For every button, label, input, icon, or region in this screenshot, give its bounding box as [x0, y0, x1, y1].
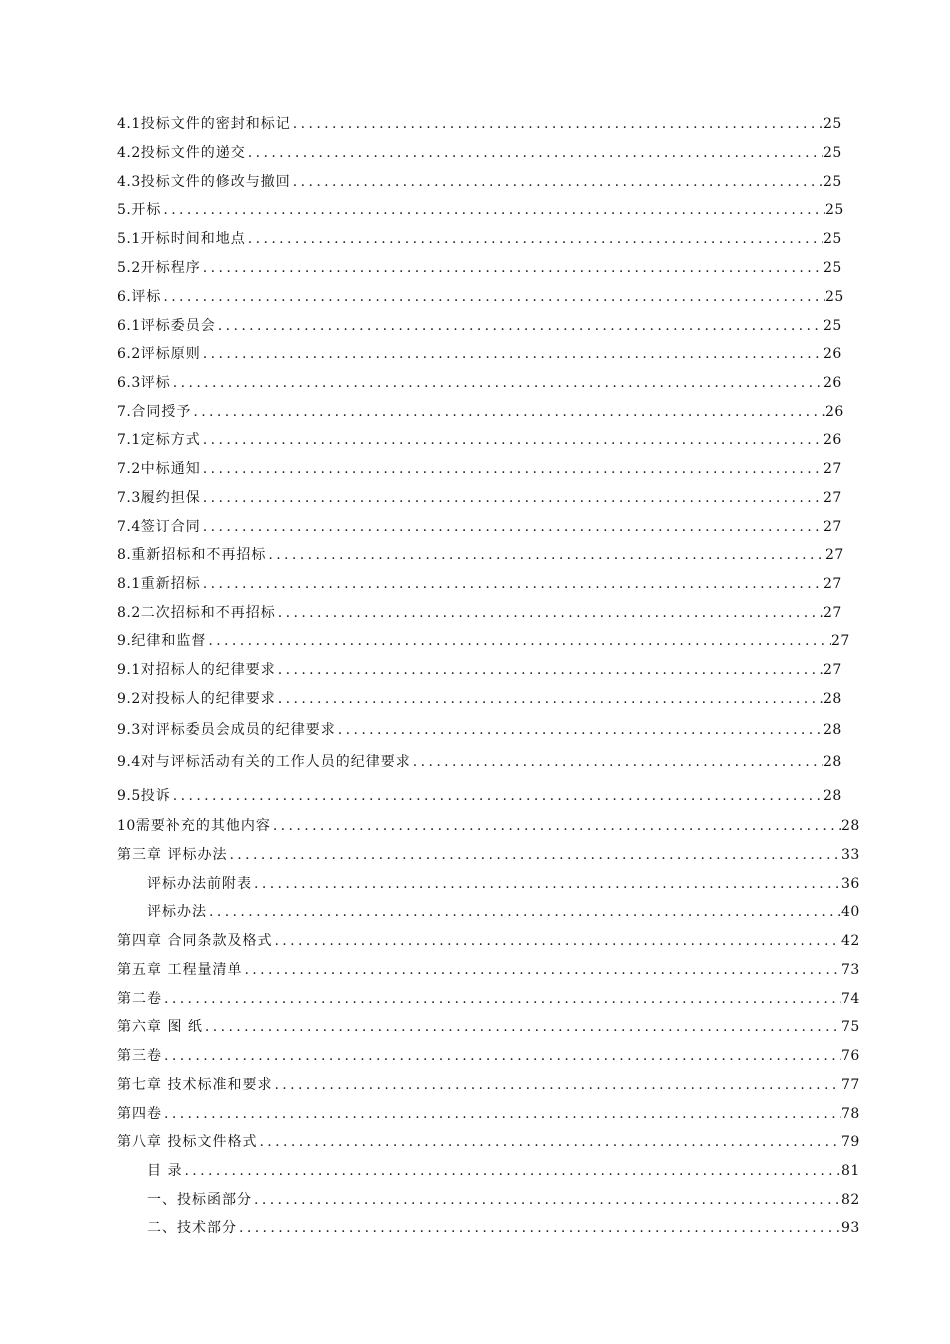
dot-leader	[171, 373, 823, 393]
toc-entry[interactable]	[117, 517, 841, 537]
toc-entry[interactable]	[117, 287, 843, 307]
toc-entry-number: 9.	[117, 633, 132, 649]
dot-leader	[291, 114, 823, 134]
toc-entry-page: 25	[823, 116, 842, 132]
toc-entry-title: 纪律和监督	[131, 633, 207, 649]
toc-entry-title: 目 录	[147, 1163, 183, 1179]
toc-entry-page: 27	[823, 490, 842, 506]
toc-entry-page: 28	[841, 818, 860, 834]
toc-entry-page: 27	[831, 633, 850, 649]
toc-entry[interactable]	[147, 874, 859, 894]
toc-entry-page: 27	[823, 576, 842, 592]
toc-entry-title: 第四卷	[117, 1106, 162, 1122]
dot-leader	[206, 631, 831, 651]
toc-entry[interactable]	[117, 603, 841, 623]
toc-entry-title: 评标办法前附表	[147, 876, 252, 892]
toc-entry-number: 7.4	[117, 519, 141, 535]
toc-entry-title: 开标	[131, 202, 162, 218]
toc-entry[interactable]	[117, 1132, 859, 1152]
toc-entry-title: 中标通知	[140, 461, 201, 477]
toc-entry[interactable]	[117, 459, 841, 479]
dot-leader	[201, 430, 823, 450]
toc-entry-number: 4.1	[117, 116, 141, 132]
toc-entry-number: 5.1	[117, 231, 141, 247]
toc-entry-title: 第二卷	[117, 991, 162, 1007]
toc-entry-title: 第三章 评标办法	[117, 847, 228, 863]
toc-entry-title: 对与评标活动有关的工作人员的纪律要求	[140, 754, 411, 770]
toc-entry[interactable]	[117, 720, 841, 740]
toc-entry[interactable]	[117, 1075, 859, 1095]
toc-entry-number: 8.2	[117, 605, 141, 621]
dot-leader	[191, 402, 825, 422]
toc-entry-title: 履约担保	[140, 490, 201, 506]
toc-entry-title: 评标	[140, 375, 171, 391]
toc-entry-title: 投诉	[140, 788, 171, 804]
toc-entry-page: 25	[823, 174, 842, 190]
dot-leader	[271, 816, 841, 836]
toc-entry-title: 评标	[131, 289, 162, 305]
dot-leader	[291, 172, 823, 192]
toc-entry-title: 对投标人的纪律要求	[140, 691, 276, 707]
toc-entry-title: 定标方式	[140, 432, 201, 448]
toc-entry[interactable]	[117, 845, 859, 865]
dot-leader	[203, 1017, 841, 1037]
toc-entry-page: 27	[823, 605, 842, 621]
toc-entry-page: 27	[823, 461, 842, 477]
toc-entry-number: 6.2	[117, 346, 141, 362]
toc-entry-number: 9.4	[117, 754, 141, 770]
dot-leader	[162, 989, 841, 1009]
toc-entry-number: 7.1	[117, 432, 141, 448]
toc-entry-title: 评标办法	[147, 904, 207, 920]
toc-entry[interactable]	[117, 989, 859, 1009]
toc-entry[interactable]	[117, 689, 841, 709]
toc-entry-page: 26	[823, 375, 842, 391]
toc-entry-page: 79	[841, 1134, 860, 1150]
toc-entry[interactable]	[117, 1046, 859, 1066]
dot-leader	[161, 200, 825, 220]
dot-leader	[246, 229, 823, 249]
toc-entry[interactable]	[147, 1161, 859, 1181]
toc-entry-number: 8.1	[117, 576, 141, 592]
toc-entry-number: 6.3	[117, 375, 141, 391]
toc-entry-page: 28	[823, 722, 842, 738]
toc-entry-title: 二次招标和不再招标	[140, 605, 276, 621]
toc-entry-title: 第六章 图 纸	[117, 1019, 203, 1035]
toc-entry-number: 9.5	[117, 788, 141, 804]
dot-leader	[207, 902, 841, 922]
dot-leader	[411, 752, 823, 772]
toc-entry-title: 第八章 投标文件格式	[117, 1134, 258, 1150]
toc-entry-number: 7.	[117, 404, 132, 420]
toc-entry-title: 重新招标	[140, 576, 201, 592]
toc-entry[interactable]	[117, 786, 841, 806]
dot-leader	[216, 316, 823, 336]
toc-entry-page: 74	[841, 991, 860, 1007]
toc-entry-number: 9.3	[117, 722, 141, 738]
toc-entry-title: 投标文件的递交	[140, 145, 246, 161]
toc-entry-number: 6.	[117, 289, 132, 305]
toc-entry[interactable]	[147, 902, 859, 922]
toc-entry-number: 5.2	[117, 260, 141, 276]
dot-leader	[237, 1218, 841, 1238]
toc-entry-title: 投标文件的修改与撤回	[140, 174, 291, 190]
toc-entry-title: 二、技术部分	[147, 1220, 237, 1236]
toc-entry-page: 27	[823, 662, 842, 678]
toc-entry-page: 25	[825, 202, 844, 218]
toc-entry-page: 28	[823, 691, 842, 707]
toc-entry[interactable]	[117, 402, 843, 422]
toc-entry-page: 81	[841, 1163, 860, 1179]
dot-leader	[252, 1190, 841, 1210]
dot-leader	[242, 960, 841, 980]
toc-entry-page: 27	[823, 519, 842, 535]
toc-entry-page: 93	[841, 1220, 860, 1236]
toc-entry-title: 签订合同	[140, 519, 201, 535]
dot-leader	[201, 488, 823, 508]
toc-entry-page: 26	[823, 346, 842, 362]
toc-entry[interactable]	[117, 172, 841, 192]
toc-entry-title: 评标原则	[140, 346, 201, 362]
toc-entry-page: 75	[841, 1019, 860, 1035]
toc-entry-title: 对招标人的纪律要求	[140, 662, 276, 678]
toc-entry-title: 第七章 技术标准和要求	[117, 1077, 273, 1093]
toc-entry-page: 42	[841, 933, 860, 949]
toc-entry-page: 36	[841, 876, 860, 892]
toc-entry-title: 一、投标函部分	[147, 1192, 252, 1208]
dot-leader	[201, 344, 823, 364]
toc-entry-page: 82	[841, 1192, 860, 1208]
dot-leader	[336, 720, 823, 740]
dot-leader	[272, 931, 841, 951]
dot-leader	[276, 603, 823, 623]
toc-entry-page: 78	[841, 1106, 860, 1122]
dot-leader	[182, 1161, 841, 1181]
toc-entry[interactable]	[117, 752, 841, 772]
toc-entry[interactable]	[117, 114, 841, 134]
toc-entry-page: 27	[825, 547, 844, 563]
toc-entry-number: 9.1	[117, 662, 141, 678]
toc-entry-page: 33	[841, 847, 860, 863]
toc-entry[interactable]	[147, 1190, 859, 1210]
toc-entry-number: 6.1	[117, 318, 141, 334]
toc-entry[interactable]	[117, 488, 841, 508]
toc-entry-page: 25	[825, 289, 844, 305]
toc-entry[interactable]	[117, 660, 841, 680]
toc-entry-page: 28	[823, 754, 842, 770]
toc-entry[interactable]	[117, 631, 849, 651]
toc-entry[interactable]	[147, 1218, 859, 1238]
toc-entry[interactable]	[117, 229, 841, 249]
toc-entry-title: 第五章 工程量清单	[117, 962, 243, 978]
toc-entry-number: 9.2	[117, 691, 141, 707]
toc-entry-number: 7.2	[117, 461, 141, 477]
dot-leader	[252, 874, 841, 894]
toc-entry-page: 76	[841, 1048, 860, 1064]
toc-entry-title: 评标委员会	[140, 318, 216, 334]
dot-leader	[266, 545, 825, 565]
dot-leader	[257, 1132, 841, 1152]
dot-leader	[171, 786, 823, 806]
toc-entry[interactable]	[117, 258, 841, 278]
toc-entry[interactable]	[117, 931, 859, 951]
toc-entry-page: 25	[823, 318, 842, 334]
toc-entry[interactable]	[117, 1017, 859, 1037]
toc-entry-title: 第三卷	[117, 1048, 162, 1064]
toc-entry-title: 合同授予	[131, 404, 192, 420]
toc-entry[interactable]	[117, 1104, 859, 1124]
toc-entry[interactable]	[117, 373, 841, 393]
dot-leader	[227, 845, 841, 865]
toc-entry-page: 28	[823, 788, 842, 804]
dot-leader	[162, 1104, 841, 1124]
toc-entry-title: 需要补充的其他内容	[135, 818, 271, 834]
toc-entry[interactable]	[117, 430, 841, 450]
toc-entry-title: 第四章 合同条款及格式	[117, 933, 273, 949]
toc-entry-number: 4.3	[117, 174, 141, 190]
toc-entry-page: 77	[841, 1077, 860, 1093]
dot-leader	[246, 143, 823, 163]
dot-leader	[201, 574, 823, 594]
dot-leader	[272, 1075, 841, 1095]
dot-leader	[201, 459, 823, 479]
toc-entry-page: 40	[841, 904, 860, 920]
dot-leader	[201, 258, 823, 278]
dot-leader	[276, 660, 823, 680]
toc-entry-page: 26	[823, 432, 842, 448]
toc-entry-page: 73	[841, 962, 860, 978]
toc-entry[interactable]	[117, 143, 841, 163]
toc-entry-page: 25	[823, 145, 842, 161]
toc-entry-title: 开标程序	[140, 260, 201, 276]
toc-entry-page: 26	[825, 404, 844, 420]
toc-entry-title: 对评标委员会成员的纪律要求	[140, 722, 336, 738]
dot-leader	[201, 517, 823, 537]
toc-entry[interactable]	[117, 960, 859, 980]
toc-entry[interactable]	[117, 316, 841, 336]
toc-entry-number: 5.	[117, 202, 132, 218]
dot-leader	[162, 1046, 841, 1066]
toc-entry[interactable]	[117, 574, 841, 594]
toc-entry-number: 10	[117, 818, 136, 834]
toc-entry-number: 8.	[117, 547, 132, 563]
toc-entry-title: 投标文件的密封和标记	[140, 116, 291, 132]
toc-entry-page: 25	[823, 260, 842, 276]
dot-leader	[276, 689, 823, 709]
dot-leader	[161, 287, 825, 307]
toc-entry[interactable]	[117, 344, 841, 364]
toc-entry[interactable]	[117, 816, 859, 836]
toc-entry-number: 7.3	[117, 490, 141, 506]
toc-entry[interactable]	[117, 200, 843, 220]
toc-entry-title: 重新招标和不再招标	[131, 547, 267, 563]
toc-entry-number: 4.2	[117, 145, 141, 161]
toc-entry-title: 开标时间和地点	[140, 231, 246, 247]
toc-entry[interactable]	[117, 545, 843, 565]
toc-entry-page: 25	[823, 231, 842, 247]
